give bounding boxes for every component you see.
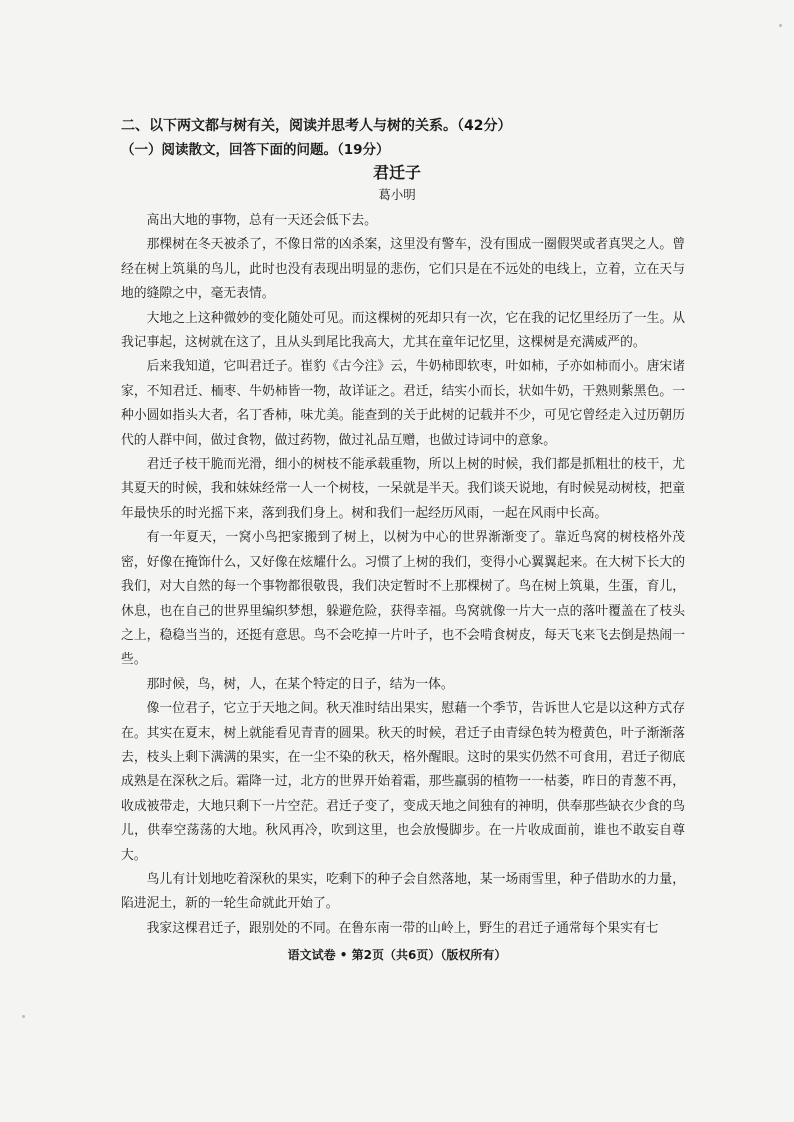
paragraph: 有一年夏天，一窝小鸟把家搬到了树上，以树为中心的世界渐渐变了。靠近鸟窝的树枝格外茂密，好像在掩饰什么，又好像在炫耀什么。习惯了上树的我们，变得小心翼翼起来。在大树下长大的我们，对大自然的每一个事物都很敬畏，我们决定暂时不上那棵树了。鸟在树上筑巢，生蛋，育儿，休息，也在自己的世界里编织梦想，躲避危险，获得幸福。鸟窝就像一片大一点的落叶覆盖在了枝头之上，稳稳当当的，还挺有意思。鸟不会吃掉一片叶子，也不会啃食树皮，每天飞来飞去倒是热闹一些。 — [121, 530, 685, 668]
paragraph: 高出大地的事物，总有一天还会低下去。 — [146, 213, 377, 228]
paragraph: 君迁子枝干脆而光滑，细小的树枝不能承载重物，所以上树的时候，我们都是抓粗壮的枝干，尤其夏天的时候，我和妹妹经常一人一个树枝，一呆就是半天。我们谈天说地，有时候晃动树枝，把童年最快乐的时光摇下来，落到我们身上。树和我们一起经历风雨，一起在风雨中长高。 — [121, 457, 685, 521]
essay-author: 葛小明 — [378, 187, 416, 202]
scan-speck — [779, 24, 782, 27]
paragraph: 鸟儿有计划地吃着深秋的果实，吃剩下的种子会自然落地，某一场雨雪里，种子借助水的力量，陷进泥土，新的一轮生命就此开始了。 — [121, 871, 685, 912]
scan-speck — [22, 1015, 25, 1018]
section-heading: 二、以下两文都与树有关，阅读并思考人与树的关系。（42分） — [121, 118, 512, 134]
paragraph: 那时候，鸟，树，人，在某个特定的日子，结为一体。 — [146, 676, 454, 692]
paragraph: 那棵树在冬天被杀了，不像日常的凶杀案，这里没有警车，没有围成一圈假哭或者真哭之人。曾经在树上筑巢的鸟儿，此时也没有表现出明显的悲伤，它们只是在不远处的电线上，立着，立在天与地的缝隙之中，毫无表情。 — [121, 237, 685, 302]
essay-body — [121, 209, 685, 941]
paragraph: 像一位君子，它立于天地之间。秋天准时结出果实，慰藉一个季节，告诉世人它是以这种方式存在。其实在夏末，树上就能看见青青的圆果。秋天的时候，君迁子由青绿色转为橙黄色，叶子渐渐落去，枝头上剩下满满的果实，在一尘不染的秋天，格外醒眼。这时的果实仍然不可食用，君迁子彻底成熟是在深秋之后。霜降一过，北方的世界开始着霜，那些羸弱的植物一一枯萎，昨日的青葱不再，收成被带走，大地只剩下一片空茫。君迁子变了，变成天地之间独有的神明，供奉那些缺衣少食的鸟儿，供奉空荡荡的大地。秋风再冷，吹到这里，也会放慢脚步。在一片收成面前，谁也不敢妄自尊大。 — [121, 701, 685, 863]
sub-heading: （一）阅读散文，回答下面的问题。（19分） — [121, 142, 390, 158]
paragraph: 我家这棵君迁子，跟别处的不同。在鲁东南一带的山岭上，野生的君迁子通常每个果实有七 — [146, 920, 659, 936]
paragraph: 后来我知道，它叫君迁子。崔豹《古今注》云，牛奶柿即软枣，叶如柿，子亦如柿而小。唐宋诸家，不知君迁、栭枣、牛奶柿皆一物，故详证之。君迁，结实小而长，状如牛奶，干熟则紫黑色。一种小圆如指头大者，名丁香柿，味尤美。能查到的关于此树的记载并不少，可见它曾经走入过历朝历代的人群中间，做过食物，做过药物，做过礼品互赠，也做过诗词中的意象。 — [121, 359, 685, 448]
essay-title: 君迁子 — [372, 163, 421, 182]
page-footer: 语文试卷 • 第2页（共6页）（版权所有） — [287, 948, 507, 962]
paragraph: 大地之上这种微妙的变化随处可见。而这棵树的死却只有一次，它在我的记忆里经历了一生。从我记事起，这树就在这了，且从头到尾比我高大，尤其在童年记忆里，这棵树是充满威严的。 — [121, 310, 685, 351]
